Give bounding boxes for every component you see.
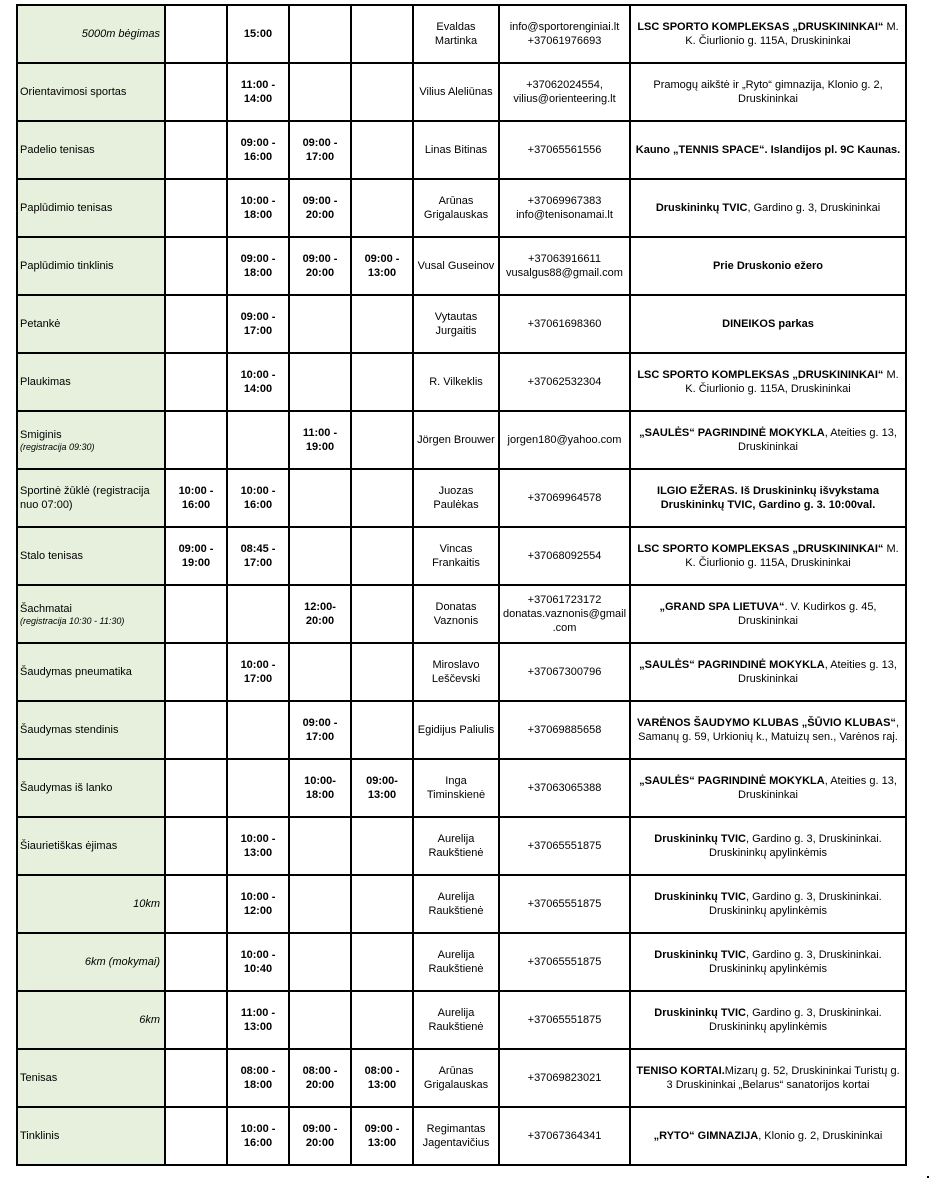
time-cell [289, 643, 351, 701]
contact-info: +37065561556 [499, 121, 630, 179]
sport-name: Sportinė žūklė (registracija nuo 07:00) [20, 485, 150, 511]
sport-name: Orientavimosi sportas [20, 86, 127, 98]
venue-address: . V. Kudirkos g. 45, Druskininkai [738, 601, 877, 627]
contact-info: +37062024554, vilius@orienteering.lt [499, 63, 630, 121]
sport-name: Stalo tenisas [20, 550, 83, 562]
contact-info: +37061723172 donatas.vaznonis@gmail .com [499, 585, 630, 643]
contact-person: Vilius Aleliūnas [413, 63, 499, 121]
contact-person: Inga Timinskienė [413, 759, 499, 817]
sport-name: 6km [139, 1014, 160, 1026]
contact-info: +37069964578 [499, 469, 630, 527]
contact-person: Arūnas Grigalauskas [413, 1049, 499, 1107]
contact-person: Aurelija Raukštienė [413, 817, 499, 875]
registration-note: (registracija 09:30) [20, 441, 95, 452]
venue-cell [630, 411, 906, 469]
sport-name: Tenisas [20, 1072, 58, 1084]
table-row [17, 5, 906, 63]
time-cell [165, 1107, 227, 1165]
time-cell: 09:00 - 17:00 [289, 701, 351, 759]
venue-cell [630, 933, 906, 991]
time-cell [351, 353, 413, 411]
contact-info: +37065551875 [499, 933, 630, 991]
time-cell [351, 585, 413, 643]
time-cell: 09:00 - 18:00 [227, 237, 289, 295]
contact-info: +37069885658 [499, 701, 630, 759]
contact-info: +37065551875 [499, 875, 630, 933]
venue-name: „SAULĖS“ PAGRINDINĖ MOKYKLA [639, 427, 825, 439]
time-cell [351, 991, 413, 1049]
sport-name: Padelio tenisas [20, 144, 95, 156]
time-cell: 09:00 - 17:00 [227, 295, 289, 353]
time-cell [351, 701, 413, 759]
time-cell [227, 411, 289, 469]
time-cell [289, 527, 351, 585]
contact-person: Arūnas Grigalauskas [413, 179, 499, 237]
contact-info: +37063065388 [499, 759, 630, 817]
contact-person: Juozas Paulėkas [413, 469, 499, 527]
contact-person: Miroslavo Leščevski [413, 643, 499, 701]
sport-name-cell [17, 701, 165, 759]
venue-address: , Gardino g. 3, Druskininkai [747, 202, 881, 214]
time-cell [289, 63, 351, 121]
venue-name: Druskininkų TVIC [655, 202, 748, 214]
venue-cell [630, 179, 906, 237]
time-cell [165, 585, 227, 643]
venue-address: M. K. Čiurlionio g. 115A, Druskininkai [685, 543, 899, 569]
time-cell: 09:00 - 19:00 [165, 527, 227, 585]
venue-cell [630, 63, 906, 121]
venue-address: Pramogų aikštė ir „Ryto“ gimnazija, Klonio g. 2, Druskininkai [653, 79, 883, 105]
table-row [17, 469, 906, 527]
sport-name-cell [17, 991, 165, 1049]
sport-name-cell [17, 295, 165, 353]
contact-person: R. Vilkeklis [413, 353, 499, 411]
time-cell: 09:00 - 20:00 [289, 1107, 351, 1165]
sport-name: Paplūdimio tinklinis [20, 260, 114, 272]
sport-name-cell [17, 179, 165, 237]
time-cell [165, 1049, 227, 1107]
contact-person: Aurelija Raukštienė [413, 875, 499, 933]
table-row [17, 121, 906, 179]
table-row [17, 237, 906, 295]
venue-cell [630, 353, 906, 411]
time-cell [165, 179, 227, 237]
sport-name: Plaukimas [20, 376, 71, 388]
venue-name: Kauno „TENNIS SPACE“. Islandijos pl. 9C Kaunas. [635, 144, 901, 156]
sport-name-cell [17, 759, 165, 817]
venue-address: M. K. Čiurlionio g. 115A, Druskininkai [685, 369, 899, 395]
time-cell: 08:00 - 20:00 [289, 1049, 351, 1107]
table-row [17, 701, 906, 759]
sport-name: Šiaurietiškas ėjimas [20, 840, 118, 852]
time-cell [351, 817, 413, 875]
sport-name: Šaudymas iš lanko [20, 782, 113, 794]
sport-name-cell [17, 527, 165, 585]
venue-cell [630, 469, 906, 527]
sport-name: Šachmatai [20, 602, 72, 615]
sport-name-cell [17, 5, 165, 63]
sport-name: 5000m bėgimas [81, 28, 160, 40]
time-cell [165, 933, 227, 991]
time-cell [351, 179, 413, 237]
time-cell: 10:00 - 10:40 [227, 933, 289, 991]
registration-note: (registracija 10:30 - 11:30) [20, 615, 125, 626]
sport-name: Tinklinis [20, 1130, 60, 1142]
table-row [17, 817, 906, 875]
table-row [17, 585, 906, 643]
contact-info: +37067300796 [499, 643, 630, 701]
venue-name: Druskininkų TVIC [654, 891, 746, 903]
time-cell: 09:00 - 13:00 [351, 237, 413, 295]
time-cell: 08:00 - 18:00 [227, 1049, 289, 1107]
time-cell [289, 353, 351, 411]
time-cell: 12:00- 20:00 [289, 585, 351, 643]
time-cell [165, 295, 227, 353]
contact-info: +37067364341 [499, 1107, 630, 1165]
venue-address: , Gardino g. 3, Druskininkai. Druskininkų apylinkėmis [709, 833, 882, 859]
time-cell: 09:00- 13:00 [351, 759, 413, 817]
time-cell [289, 5, 351, 63]
schedule-body [17, 5, 906, 1165]
contact-person: Egidijus Paliulis [413, 701, 499, 759]
venue-cell [630, 5, 906, 63]
sport-name-cell [17, 1107, 165, 1165]
contact-info: +37069823021 [499, 1049, 630, 1107]
sport-name: Petankė [20, 318, 61, 330]
contact-person: Aurelija Raukštienė [413, 933, 499, 991]
table-row [17, 1049, 906, 1107]
time-cell [227, 759, 289, 817]
time-cell: 10:00- 18:00 [289, 759, 351, 817]
time-cell: 11:00 - 14:00 [227, 63, 289, 121]
venue-name: Druskininkų TVIC [654, 1007, 746, 1019]
venue-address: , Samanų g. 59, Urkionių k., Matuizų sen., Varėnos raj. [638, 717, 899, 743]
sport-name-cell [17, 933, 165, 991]
venue-cell [630, 759, 906, 817]
sport-name: Šaudymas pneumatika [20, 666, 132, 678]
time-cell: 10:00 - 18:00 [227, 179, 289, 237]
time-cell [227, 701, 289, 759]
sport-name-cell [17, 237, 165, 295]
time-cell [351, 63, 413, 121]
time-cell: 09:00 - 17:00 [289, 121, 351, 179]
time-cell [351, 933, 413, 991]
venue-cell [630, 527, 906, 585]
table-row [17, 295, 906, 353]
contact-info: info@sportorenginiai.lt +37061976693 [499, 5, 630, 63]
schedule-table [16, 4, 907, 1166]
sport-name-cell [17, 411, 165, 469]
contact-person: Linas Bitinas [413, 121, 499, 179]
venue-name: LSC SPORTO KOMPLEKSAS „DRUSKININKAI“ [637, 543, 884, 555]
sport-name-cell [17, 353, 165, 411]
contact-person: Evaldas Martinka [413, 5, 499, 63]
time-cell [289, 295, 351, 353]
time-cell [289, 991, 351, 1049]
venue-address: , Gardino g. 3, Druskininkai. Druskininkų apylinkėmis [709, 1007, 882, 1033]
time-cell: 11:00 - 19:00 [289, 411, 351, 469]
time-cell [165, 875, 227, 933]
table-row [17, 527, 906, 585]
venue-address: , Ateities g. 13, Druskininkai [738, 659, 897, 685]
venue-name: „RYTO“ GIMNAZIJA [653, 1130, 759, 1142]
sport-name-cell [17, 643, 165, 701]
time-cell: 10:00 - 12:00 [227, 875, 289, 933]
sport-name-cell [17, 1049, 165, 1107]
venue-address: , Gardino g. 3, Druskininkai. Druskininkų apylinkėmis [709, 891, 882, 917]
venue-cell [630, 1049, 906, 1107]
contact-info: jorgen180@yahoo.com [499, 411, 630, 469]
time-cell: 10:00 - 16:00 [227, 1107, 289, 1165]
time-cell: 10:00 - 13:00 [227, 817, 289, 875]
contact-info: +37065551875 [499, 991, 630, 1049]
venue-name: „SAULĖS“ PAGRINDINĖ MOKYKLA [639, 659, 825, 671]
contact-person: Regimantas Jagentavičius [413, 1107, 499, 1165]
table-row [17, 1107, 906, 1165]
venue-cell [630, 875, 906, 933]
venue-address: , Gardino g. 3, Druskininkai. Druskininkų apylinkėmis [709, 949, 882, 975]
contact-info: +37065551875 [499, 817, 630, 875]
time-cell [351, 411, 413, 469]
venue-cell [630, 643, 906, 701]
sport-name: Smiginis [20, 428, 62, 441]
venue-name: TENISO KORTAI. [636, 1065, 725, 1077]
time-cell: 15:00 [227, 5, 289, 63]
table-row [17, 63, 906, 121]
contact-person: Jörgen Brouwer [413, 411, 499, 469]
time-cell: 10:00 - 14:00 [227, 353, 289, 411]
time-cell: 09:00 - 13:00 [351, 1107, 413, 1165]
sport-name-cell [17, 585, 165, 643]
time-cell: 11:00 - 13:00 [227, 991, 289, 1049]
time-cell [165, 701, 227, 759]
table-row [17, 875, 906, 933]
time-cell [227, 585, 289, 643]
time-cell [289, 933, 351, 991]
venue-name: Druskininkų TVIC [654, 833, 746, 845]
venue-address: M. K. Čiurlionio g. 115A, Druskininkai [685, 21, 899, 47]
venue-name: „GRAND SPA LIETUVA“ [659, 601, 785, 613]
contact-info: +37063916611 vusalgus88@gmail.com [499, 237, 630, 295]
sport-name: 6km (mokymai) [84, 956, 160, 968]
contact-info: +37069967383 info@tenisonamai.lt [499, 179, 630, 237]
venue-name: „SAULĖS“ PAGRINDINĖ MOKYKLA [639, 775, 825, 787]
venue-name: VARĖNOS ŠAUDYMO KLUBAS „ŠŪVIO KLUBAS“ [637, 717, 896, 729]
venue-cell [630, 701, 906, 759]
page-dot [927, 1176, 929, 1178]
time-cell [165, 991, 227, 1049]
time-cell [351, 875, 413, 933]
time-cell [165, 237, 227, 295]
venue-cell [630, 1107, 906, 1165]
table-row [17, 179, 906, 237]
time-cell: 08:00 - 13:00 [351, 1049, 413, 1107]
time-cell [165, 643, 227, 701]
time-cell [165, 411, 227, 469]
contact-person: Donatas Vaznonis [413, 585, 499, 643]
time-cell: 10:00 - 16:00 [227, 469, 289, 527]
sport-name-cell [17, 875, 165, 933]
time-cell [351, 527, 413, 585]
time-cell [351, 469, 413, 527]
time-cell [165, 817, 227, 875]
venue-address: , Ateities g. 13, Druskininkai [738, 775, 897, 801]
contact-person: Aurelija Raukštienė [413, 991, 499, 1049]
venue-cell [630, 585, 906, 643]
time-cell [351, 643, 413, 701]
table-row [17, 353, 906, 411]
time-cell [289, 469, 351, 527]
contact-person: Vusal Guseinov [413, 237, 499, 295]
table-row [17, 933, 906, 991]
time-cell [165, 353, 227, 411]
sport-name-cell [17, 469, 165, 527]
time-cell: 09:00 - 20:00 [289, 179, 351, 237]
table-row [17, 991, 906, 1049]
sport-name: 10km [133, 898, 160, 910]
time-cell [165, 121, 227, 179]
venue-address: Mizarų g. 52, Druskininkai Turistų g. 3 Druskininkai „Belarus“ sanatorijos kortai [666, 1065, 900, 1091]
table-row [17, 411, 906, 469]
time-cell [165, 759, 227, 817]
sport-name: Šaudymas stendinis [20, 724, 119, 736]
venue-name: ILGIO EŽERAS. Iš Druskininkų išvykstama Druskininkų TVIC, Gardino g. 3. 10:00val. [657, 485, 879, 511]
venue-cell [630, 817, 906, 875]
venue-address: , Klonio g. 2, Druskininkai [758, 1130, 883, 1142]
contact-person: Vincas Frankaitis [413, 527, 499, 585]
venue-cell [630, 295, 906, 353]
venue-name: DINEIKOS parkas [722, 318, 814, 330]
time-cell: 10:00 - 16:00 [165, 469, 227, 527]
time-cell: 10:00 - 17:00 [227, 643, 289, 701]
venue-name: LSC SPORTO KOMPLEKSAS „DRUSKININKAI“ [637, 369, 884, 381]
contact-info: +37061698360 [499, 295, 630, 353]
venue-address: , Ateities g. 13, Druskininkai [738, 427, 897, 453]
venue-cell [630, 121, 906, 179]
time-cell: 08:45 - 17:00 [227, 527, 289, 585]
table-row [17, 643, 906, 701]
venue-cell [630, 237, 906, 295]
venue-name: Prie Druskonio ežero [712, 260, 824, 272]
sport-name: Paplūdimio tenisas [20, 202, 113, 214]
sport-name-cell [17, 63, 165, 121]
time-cell [351, 295, 413, 353]
contact-info: +37062532304 [499, 353, 630, 411]
sport-name-cell [17, 817, 165, 875]
venue-cell [630, 991, 906, 1049]
venue-name: LSC SPORTO KOMPLEKSAS „DRUSKININKAI“ [637, 21, 884, 33]
time-cell [165, 63, 227, 121]
table-row [17, 759, 906, 817]
time-cell: 09:00 - 16:00 [227, 121, 289, 179]
contact-person: Vytautas Jurgaitis [413, 295, 499, 353]
time-cell [351, 121, 413, 179]
sport-name-cell [17, 121, 165, 179]
venue-name: Druskininkų TVIC [654, 949, 746, 961]
time-cell [351, 5, 413, 63]
time-cell [289, 875, 351, 933]
time-cell: 09:00 - 20:00 [289, 237, 351, 295]
time-cell [289, 817, 351, 875]
contact-info: +37068092554 [499, 527, 630, 585]
time-cell [165, 5, 227, 63]
